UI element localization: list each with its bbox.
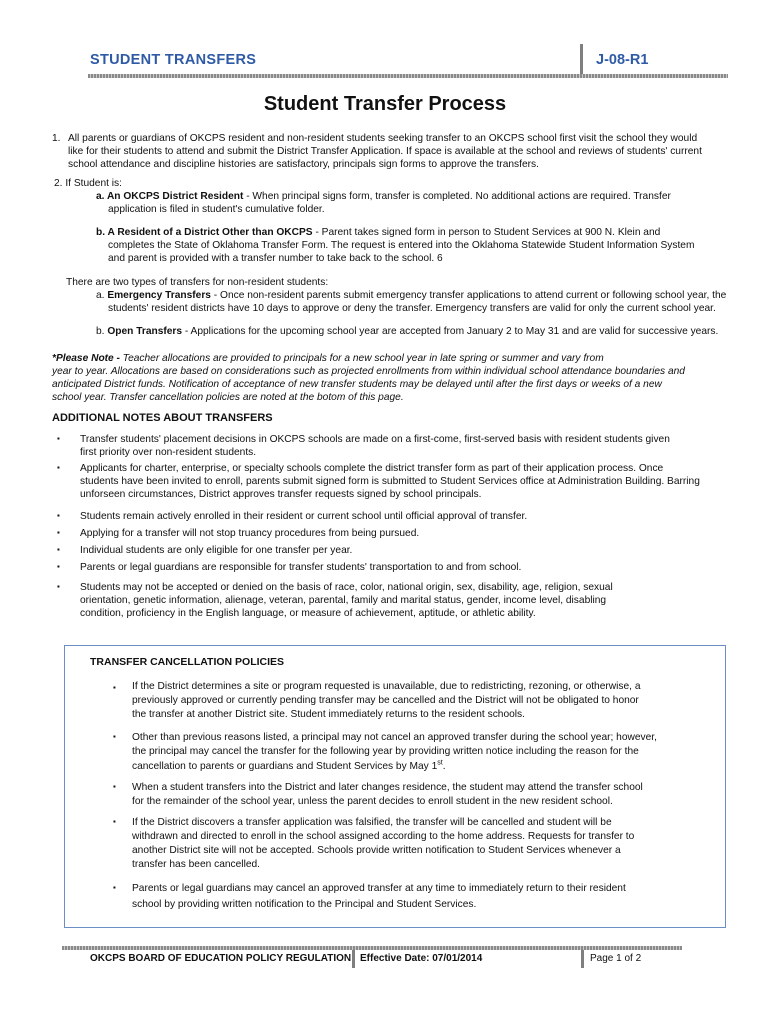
bullet-icon: ▪ [113, 883, 116, 892]
footer-effective-date: Effective Date: 07/01/2014 [360, 953, 483, 964]
bullet-icon: ▪ [113, 732, 116, 741]
cancel-item-1-line-3: the transfer at another District site. Student immediately returns to the resident schools. [132, 709, 525, 720]
document-title: Student Transfer Process [263, 93, 507, 115]
cancellation-heading: TRANSFER CANCELLATION POLICIES [90, 656, 285, 668]
item-2b-line-2: completes the State of Oklahoma Transfer Form. The request is entered into the Oklahoma Statewide Student Information System [108, 240, 695, 251]
item-2a-line-1 [96, 190, 671, 203]
item-1-number: 1. [52, 133, 61, 144]
bullet-icon: ▪ [57, 545, 60, 554]
note-label: *Please Note - [52, 353, 123, 364]
cancel-item-2-line-1: Other than previous reasons listed, a principal may not cancel an approved transfer during the school year; however, [132, 732, 657, 743]
item-2b-text: - Parent takes signed form in person to Student Services at 900 N. Klein and [312, 227, 661, 238]
types-a-prefix: a. [96, 290, 108, 301]
footer-rule [62, 946, 682, 950]
types-a-line-1 [96, 289, 726, 302]
cancel-item-2-line-2: the principal may cancel the transfer for the following year by providing written notice including the reason for the [132, 746, 639, 757]
cancel-item-3-line-2: for the remainder of the school year, unless the parent decides to enroll student in the new resident school. [132, 796, 613, 807]
note-item-7-line-2: orientation, genetic information, alienage, veteran, parental, family and marital status, gender, income level, disabling [80, 595, 607, 606]
types-a-line-2: students' resident districts have 10 days to approve or deny the transfer. Emergency transfers are valid for only the current school year. [108, 303, 716, 314]
bullet-icon: ▪ [113, 683, 116, 692]
item-2b-label: b. A Resident of a District Other than OKCPS [96, 227, 313, 238]
note-line-3: anticipated District funds. Notification of acceptance of new transfer students may be delayed until after the first days or weeks of a new [52, 379, 662, 390]
item-1-line-2: like for their students to attend and submit the District Transfer Application. If space is available at the school and reviews of students' current [68, 146, 702, 157]
types-a-text: - Once non-resident parents submit emergency transfer applications to attend current or following school year, the [210, 290, 727, 301]
item-2a-label: a. An OKCPS District Resident [96, 191, 244, 202]
item-2b-line-3: and parent is provided with a transfer number to take back to the school. 6 [108, 253, 443, 264]
cancel-item-4-line-3: another District site will not be accepted. Schools provide written notification to Student Services whenever a [132, 845, 621, 856]
item-1-line-1: All parents or guardians of OKCPS resident and non-resident students seeking transfer to an OKCPS school first visit the school they would [68, 133, 698, 144]
types-b-line-1 [96, 325, 718, 338]
note-item-2-line-3: unforseen circumstances, District approves transfer requests signed by school principals. [80, 489, 482, 500]
item-2a-line-2: application is filed in student's cumulative folder. [108, 204, 325, 215]
cancel-item-2-line-3 [132, 760, 446, 773]
bullet-icon: ▪ [57, 463, 60, 472]
note-item-4: Applying for a transfer will not stop truancy procedures from being pursued. [80, 528, 420, 539]
bullet-icon: ▪ [57, 582, 60, 591]
note-item-1-line-2: first priority over non-resident students. [80, 447, 257, 458]
note-item-5: Individual students are only eligible for one transfer per year. [80, 545, 353, 556]
cancel-item-2-text-3: cancellation to parents or guardians and Student Services by May 1 [132, 761, 438, 772]
types-b-text: - Applications for the upcoming school year are accepted from January 2 to May 31 and are valid for successive years. [182, 326, 719, 337]
header-code: J-08-R1 [596, 52, 649, 68]
may-superscript: st [437, 759, 443, 767]
cancel-item-5-line-1: Parents or legal guardians may cancel an approved transfer at any time to immediately return to their resident [132, 883, 626, 894]
note-item-3: Students remain actively enrolled in their resident or current school until official approval of transfer. [80, 511, 528, 522]
types-b-prefix: b. [96, 326, 108, 337]
bullet-icon: ▪ [57, 528, 60, 537]
header-rule [88, 74, 728, 78]
emergency-transfers-label: Emergency Transfers [107, 290, 211, 301]
note-text-1: Teacher allocations are provided to principals for a new school year in late spring or summer and vary from [122, 353, 604, 364]
note-line-1 [52, 352, 604, 365]
bullet-icon: ▪ [57, 511, 60, 520]
types-intro: There are two types of transfers for non-resident students: [66, 277, 329, 288]
cancel-item-1-line-2: previously approved or currently pending transfer may be cancelled and the District will not be obligated to honor [132, 695, 639, 706]
header-title: STUDENT TRANSFERS [90, 52, 257, 68]
footer-divider-2 [581, 950, 584, 968]
header-divider [580, 44, 583, 78]
item-1-line-3: school attendance and discipline histories are satisfactory, principals sign forms to approve the transfers. [68, 159, 539, 170]
note-item-1-line-1: Transfer students' placement decisions in OKCPS schools are made on a first-come, first-served basis with resident students given [80, 434, 670, 445]
cancel-item-3-line-1: When a student transfers into the District and later changes residence, the student may attend the transfer school [132, 782, 643, 793]
note-item-2-line-2: students have been invited to enroll, parents submit signed form is submitted to Student Services office at Administration Building. Barring [80, 476, 700, 487]
open-transfers-label: Open Transfers [107, 326, 183, 337]
bullet-icon: ▪ [113, 782, 116, 791]
note-item-7-line-1: Students may not be accepted or denied on the basis of race, color, national origin, sex, disability, age, religion, sexual [80, 582, 613, 593]
bullet-icon: ▪ [57, 434, 60, 443]
may-period: . [442, 761, 446, 772]
note-item-2-line-1: Applicants for charter, enterprise, or specialty schools complete the district transfer form as part of their application process. Once [80, 463, 664, 474]
note-line-4: school year. Transfer cancellation policies are noted at the botom of this page. [52, 392, 404, 403]
cancel-item-4-line-4: transfer has been cancelled. [132, 859, 260, 870]
bullet-icon: ▪ [113, 817, 116, 826]
note-item-6: Parents or legal guardians are responsible for transfer students' transportation to and from school. [80, 562, 522, 573]
item-2a-text: - When principal signs form, transfer is completed. No additional actions are required. Transfer [243, 191, 671, 202]
cancel-item-4-line-2: withdrawn and directed to enroll in the school assigned according to the home address. Requests for transfer to [132, 831, 635, 842]
cancel-item-4-line-1: If the District discovers a transfer application was falsified, the transfer will be cancelled and student will be [132, 817, 612, 828]
additional-notes-heading: ADDITIONAL NOTES ABOUT TRANSFERS [52, 412, 273, 424]
note-item-7-line-3: condition, proficiency in the English language, or measure of achievement, aptitude, or athletic ability. [80, 608, 536, 619]
cancel-item-5-line-2: school by providing written notification to the Principal and Student Services. [132, 899, 477, 910]
item-2-label: 2. If Student is: [54, 178, 122, 189]
cancel-item-1-line-1: If the District determines a site or program requested is unavailable, due to redistricting, rezoning, or otherwise, a [132, 681, 641, 692]
footer-board-label: OKCPS BOARD OF EDUCATION POLICY REGULATION [90, 953, 352, 964]
bullet-icon: ▪ [57, 562, 60, 571]
footer-page-number: Page 1 of 2 [590, 953, 642, 964]
item-2b-line-1 [96, 226, 660, 239]
note-line-2: year to year. Allocations are based on considerations such as projected enrollments from within individual school attendance boundaries and [52, 366, 685, 377]
footer-divider-1 [352, 950, 355, 968]
